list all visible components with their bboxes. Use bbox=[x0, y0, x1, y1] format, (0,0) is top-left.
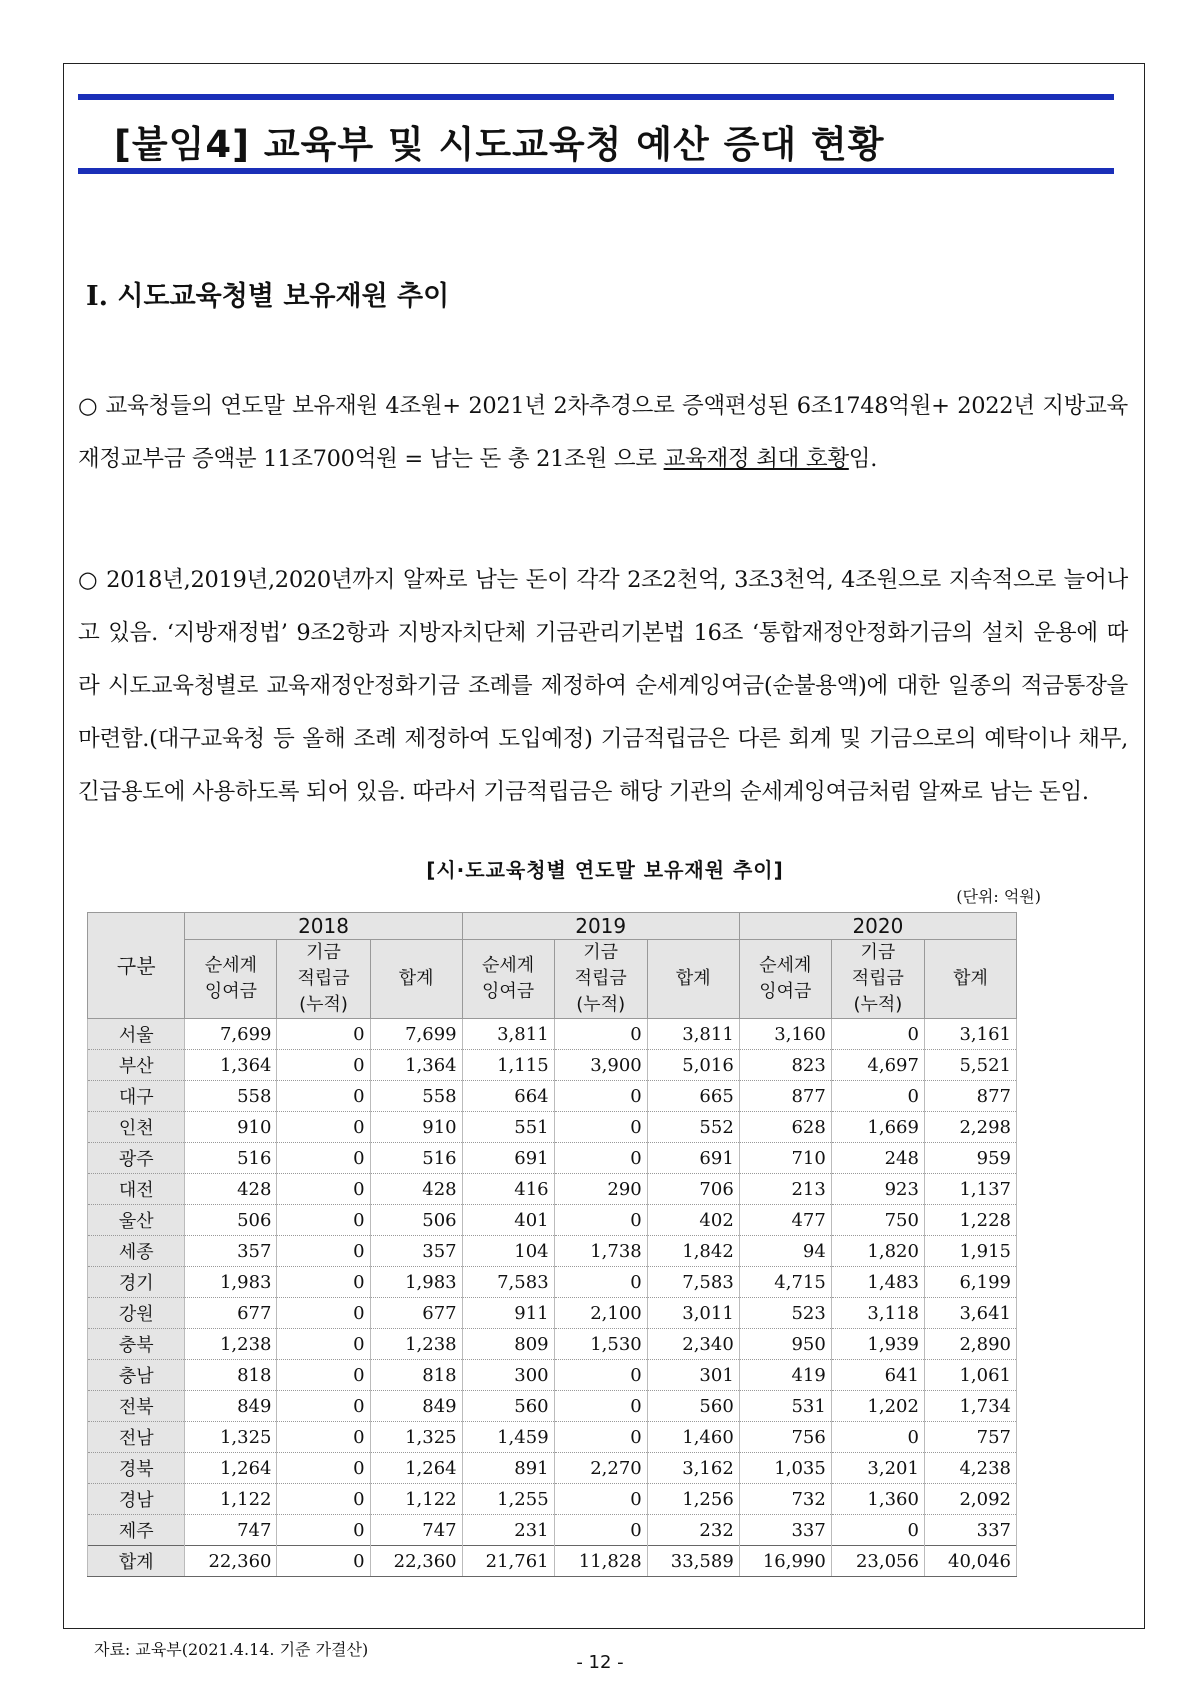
fund-header: 기금 적립금 (누적) bbox=[554, 940, 647, 1019]
value-cell: 691 bbox=[462, 1143, 554, 1174]
value-cell: 818 bbox=[185, 1360, 277, 1391]
table-row bbox=[88, 1391, 1017, 1422]
value-cell: 3,160 bbox=[739, 1019, 831, 1050]
table-row bbox=[88, 1236, 1017, 1267]
value-cell: 0 bbox=[277, 1453, 370, 1484]
value-cell: 3,161 bbox=[924, 1019, 1016, 1050]
value-cell: 7,583 bbox=[647, 1267, 739, 1298]
value-cell: 0 bbox=[277, 1205, 370, 1236]
value-cell: 0 bbox=[554, 1267, 647, 1298]
value-cell: 0 bbox=[277, 1515, 370, 1546]
value-cell: 40,046 bbox=[924, 1546, 1016, 1577]
value-cell: 710 bbox=[739, 1143, 831, 1174]
value-cell: 552 bbox=[647, 1112, 739, 1143]
value-cell: 3,201 bbox=[831, 1453, 924, 1484]
region-cell: 서울 bbox=[88, 1019, 185, 1050]
table-row bbox=[88, 1174, 1017, 1205]
value-cell: 0 bbox=[277, 1174, 370, 1205]
value-cell: 0 bbox=[277, 1019, 370, 1050]
value-cell: 891 bbox=[462, 1453, 554, 1484]
value-cell: 3,011 bbox=[647, 1298, 739, 1329]
value-cell: 1,115 bbox=[462, 1050, 554, 1081]
value-cell: 21,761 bbox=[462, 1546, 554, 1577]
region-cell: 광주 bbox=[88, 1143, 185, 1174]
value-cell: 1,122 bbox=[370, 1484, 462, 1515]
value-cell: 2,340 bbox=[647, 1329, 739, 1360]
value-cell: 0 bbox=[277, 1546, 370, 1577]
value-cell: 0 bbox=[277, 1267, 370, 1298]
value-cell: 0 bbox=[554, 1391, 647, 1422]
value-cell: 0 bbox=[277, 1143, 370, 1174]
value-cell: 531 bbox=[739, 1391, 831, 1422]
value-cell: 959 bbox=[924, 1143, 1016, 1174]
table-row bbox=[88, 1329, 1017, 1360]
value-cell: 7,699 bbox=[185, 1019, 277, 1050]
value-cell: 560 bbox=[647, 1391, 739, 1422]
value-cell: 0 bbox=[277, 1391, 370, 1422]
table-row bbox=[88, 1453, 1017, 1484]
region-cell: 전북 bbox=[88, 1391, 185, 1422]
paragraph-1-end: 임. bbox=[848, 446, 878, 472]
value-cell: 0 bbox=[277, 1050, 370, 1081]
table-row bbox=[88, 1267, 1017, 1298]
value-cell: 628 bbox=[739, 1112, 831, 1143]
value-cell: 213 bbox=[739, 1174, 831, 1205]
value-cell: 1,983 bbox=[185, 1267, 277, 1298]
value-cell: 477 bbox=[739, 1205, 831, 1236]
paragraph-1-underlined: 교육재정 최대 호황 bbox=[663, 446, 849, 472]
table-row bbox=[88, 1205, 1017, 1236]
value-cell: 1,915 bbox=[924, 1236, 1016, 1267]
value-cell: 0 bbox=[277, 1236, 370, 1267]
value-cell: 516 bbox=[370, 1143, 462, 1174]
value-cell: 1,325 bbox=[185, 1422, 277, 1453]
value-cell: 1,939 bbox=[831, 1329, 924, 1360]
reserve-funds-table bbox=[87, 912, 1017, 1577]
region-header: 구분 bbox=[88, 913, 185, 1019]
value-cell: 104 bbox=[462, 1236, 554, 1267]
value-cell: 22,360 bbox=[185, 1546, 277, 1577]
value-cell: 665 bbox=[647, 1081, 739, 1112]
table-row bbox=[88, 1484, 1017, 1515]
value-cell: 4,715 bbox=[739, 1267, 831, 1298]
region-cell: 세종 bbox=[88, 1236, 185, 1267]
value-cell: 516 bbox=[185, 1143, 277, 1174]
year-header-2019: 2019 bbox=[462, 913, 739, 940]
value-cell: 428 bbox=[370, 1174, 462, 1205]
fund-header: 기금 적립금 (누적) bbox=[831, 940, 924, 1019]
region-cell: 전남 bbox=[88, 1422, 185, 1453]
value-cell: 3,162 bbox=[647, 1453, 739, 1484]
value-cell: 747 bbox=[185, 1515, 277, 1546]
value-cell: 0 bbox=[277, 1081, 370, 1112]
value-cell: 2,270 bbox=[554, 1453, 647, 1484]
value-cell: 1,255 bbox=[462, 1484, 554, 1515]
value-cell: 1,842 bbox=[647, 1236, 739, 1267]
value-cell: 416 bbox=[462, 1174, 554, 1205]
value-cell: 911 bbox=[462, 1298, 554, 1329]
value-cell: 706 bbox=[647, 1174, 739, 1205]
value-cell: 0 bbox=[831, 1515, 924, 1546]
value-cell: 664 bbox=[462, 1081, 554, 1112]
value-cell: 1,820 bbox=[831, 1236, 924, 1267]
value-cell: 22,360 bbox=[370, 1546, 462, 1577]
value-cell: 877 bbox=[739, 1081, 831, 1112]
value-cell: 1,738 bbox=[554, 1236, 647, 1267]
value-cell: 677 bbox=[185, 1298, 277, 1329]
region-cell: 경남 bbox=[88, 1484, 185, 1515]
value-cell: 747 bbox=[370, 1515, 462, 1546]
page-frame bbox=[63, 63, 1145, 1659]
region-cell: 제주 bbox=[88, 1515, 185, 1546]
value-cell: 357 bbox=[370, 1236, 462, 1267]
value-cell: 0 bbox=[554, 1081, 647, 1112]
region-cell: 경북 bbox=[88, 1453, 185, 1484]
table-row bbox=[88, 1081, 1017, 1112]
value-cell: 0 bbox=[831, 1081, 924, 1112]
table-row bbox=[88, 1143, 1017, 1174]
table-row bbox=[88, 1515, 1017, 1546]
value-cell: 3,641 bbox=[924, 1298, 1016, 1329]
heading-top-rule bbox=[78, 94, 1114, 100]
value-cell: 1,460 bbox=[647, 1422, 739, 1453]
value-cell: 1,734 bbox=[924, 1391, 1016, 1422]
page-heading: [붙임4] 교육부 및 시도교육청 예산 증대 현황 bbox=[114, 123, 885, 166]
value-cell: 0 bbox=[277, 1422, 370, 1453]
value-cell: 1,256 bbox=[647, 1484, 739, 1515]
region-cell: 충북 bbox=[88, 1329, 185, 1360]
surplus-header: 순세계 잉여금 bbox=[462, 940, 554, 1019]
value-cell: 1,364 bbox=[185, 1050, 277, 1081]
value-cell: 0 bbox=[277, 1484, 370, 1515]
table-row bbox=[88, 1050, 1017, 1081]
value-cell: 757 bbox=[924, 1422, 1016, 1453]
value-cell: 910 bbox=[185, 1112, 277, 1143]
value-cell: 1,238 bbox=[370, 1329, 462, 1360]
value-cell: 5,016 bbox=[647, 1050, 739, 1081]
value-cell: 300 bbox=[462, 1360, 554, 1391]
value-cell: 3,811 bbox=[647, 1019, 739, 1050]
paragraph-1 bbox=[78, 380, 1128, 486]
value-cell: 0 bbox=[554, 1422, 647, 1453]
region-cell: 강원 bbox=[88, 1298, 185, 1329]
value-cell: 2,100 bbox=[554, 1298, 647, 1329]
value-cell: 401 bbox=[462, 1205, 554, 1236]
region-cell: 대구 bbox=[88, 1081, 185, 1112]
value-cell: 0 bbox=[831, 1019, 924, 1050]
value-cell: 1,264 bbox=[370, 1453, 462, 1484]
value-cell: 5,521 bbox=[924, 1050, 1016, 1081]
heading-bottom-rule bbox=[78, 168, 1114, 174]
value-cell: 641 bbox=[831, 1360, 924, 1391]
value-cell: 11,828 bbox=[554, 1546, 647, 1577]
region-cell: 울산 bbox=[88, 1205, 185, 1236]
value-cell: 231 bbox=[462, 1515, 554, 1546]
value-cell: 33,589 bbox=[647, 1546, 739, 1577]
value-cell: 818 bbox=[370, 1360, 462, 1391]
value-cell: 2,298 bbox=[924, 1112, 1016, 1143]
value-cell: 16,990 bbox=[739, 1546, 831, 1577]
value-cell: 7,699 bbox=[370, 1019, 462, 1050]
value-cell: 337 bbox=[924, 1515, 1016, 1546]
value-cell: 0 bbox=[277, 1112, 370, 1143]
value-cell: 910 bbox=[370, 1112, 462, 1143]
value-cell: 6,199 bbox=[924, 1267, 1016, 1298]
value-cell: 823 bbox=[739, 1050, 831, 1081]
value-cell: 849 bbox=[370, 1391, 462, 1422]
region-cell: 인천 bbox=[88, 1112, 185, 1143]
value-cell: 551 bbox=[462, 1112, 554, 1143]
value-cell: 756 bbox=[739, 1422, 831, 1453]
value-cell: 0 bbox=[277, 1360, 370, 1391]
value-cell: 337 bbox=[739, 1515, 831, 1546]
value-cell: 923 bbox=[831, 1174, 924, 1205]
value-cell: 677 bbox=[370, 1298, 462, 1329]
region-cell: 부산 bbox=[88, 1050, 185, 1081]
value-cell: 1,669 bbox=[831, 1112, 924, 1143]
table-row bbox=[88, 1360, 1017, 1391]
value-cell: 809 bbox=[462, 1329, 554, 1360]
value-cell: 0 bbox=[554, 1205, 647, 1236]
value-cell: 3,118 bbox=[831, 1298, 924, 1329]
value-cell: 0 bbox=[277, 1329, 370, 1360]
table-unit: (단위: 억원) bbox=[956, 887, 1041, 906]
value-cell: 1,238 bbox=[185, 1329, 277, 1360]
value-cell: 1,061 bbox=[924, 1360, 1016, 1391]
surplus-header: 순세계 잉여금 bbox=[185, 940, 277, 1019]
value-cell: 1,360 bbox=[831, 1484, 924, 1515]
value-cell: 0 bbox=[554, 1484, 647, 1515]
value-cell: 2,092 bbox=[924, 1484, 1016, 1515]
table-title: [시·도교육청별 연도말 보유재원 추이] bbox=[426, 858, 784, 882]
value-cell: 3,811 bbox=[462, 1019, 554, 1050]
value-cell: 232 bbox=[647, 1515, 739, 1546]
fund-header: 기금 적립금 (누적) bbox=[277, 940, 370, 1019]
value-cell: 1,530 bbox=[554, 1329, 647, 1360]
value-cell: 506 bbox=[185, 1205, 277, 1236]
paragraph-2: ○ 2018년,2019년,2020년까지 알짜로 남는 돈이 각각 2조2천억, 3조3천억, 4조원으로 지속적으로 늘어나고 있음. ‘지방재정법’ 9조2항과 지방자치단체 기금관리기본법 16조 ‘통합재정안정화기금의 설치 운용에 따라 시도교육청별로 교육재정안정화기금 조례를 제정하여 순세계잉여금(순불용액)에 대한 일종의 적금통장을 마련함.(대구교육청 등 올해 조례 제정하여 도입예정) 기금적립금은 다른 회계 및 기금으로의 예탁이나 채무, 긴급용도에 사용하도록 되어 있음. 따라서 기금적립금은 해당 기관의 순세계잉여금처럼 알짜로 남는 돈임. bbox=[78, 567, 1128, 805]
table-row bbox=[88, 1422, 1017, 1453]
value-cell: 7,583 bbox=[462, 1267, 554, 1298]
value-cell: 4,697 bbox=[831, 1050, 924, 1081]
value-cell: 1,325 bbox=[370, 1422, 462, 1453]
value-cell: 1,983 bbox=[370, 1267, 462, 1298]
value-cell: 849 bbox=[185, 1391, 277, 1422]
value-cell: 750 bbox=[831, 1205, 924, 1236]
region-cell: 충남 bbox=[88, 1360, 185, 1391]
value-cell: 1,264 bbox=[185, 1453, 277, 1484]
surplus-header: 순세계 잉여금 bbox=[739, 940, 831, 1019]
section-title: Ⅰ. 시도교육청별 보유재원 추이 bbox=[86, 281, 450, 312]
value-cell: 558 bbox=[370, 1081, 462, 1112]
value-cell: 1,459 bbox=[462, 1422, 554, 1453]
value-cell: 1,122 bbox=[185, 1484, 277, 1515]
value-cell: 301 bbox=[647, 1360, 739, 1391]
table-row bbox=[88, 1112, 1017, 1143]
page-number: - 12 - bbox=[576, 1652, 624, 1673]
value-cell: 1,228 bbox=[924, 1205, 1016, 1236]
value-cell: 1,364 bbox=[370, 1050, 462, 1081]
value-cell: 0 bbox=[277, 1298, 370, 1329]
value-cell: 877 bbox=[924, 1081, 1016, 1112]
value-cell: 0 bbox=[831, 1422, 924, 1453]
value-cell: 4,238 bbox=[924, 1453, 1016, 1484]
region-cell: 합계 bbox=[88, 1546, 185, 1577]
value-cell: 1,202 bbox=[831, 1391, 924, 1422]
value-cell: 94 bbox=[739, 1236, 831, 1267]
total-header: 합계 bbox=[924, 940, 1016, 1019]
value-cell: 248 bbox=[831, 1143, 924, 1174]
value-cell: 0 bbox=[554, 1112, 647, 1143]
value-cell: 0 bbox=[554, 1515, 647, 1546]
table-total-row bbox=[88, 1546, 1017, 1577]
value-cell: 0 bbox=[554, 1360, 647, 1391]
value-cell: 691 bbox=[647, 1143, 739, 1174]
value-cell: 1,483 bbox=[831, 1267, 924, 1298]
value-cell: 558 bbox=[185, 1081, 277, 1112]
value-cell: 523 bbox=[739, 1298, 831, 1329]
value-cell: 560 bbox=[462, 1391, 554, 1422]
value-cell: 1,137 bbox=[924, 1174, 1016, 1205]
table-source: 자료: 교육부(2021.4.14. 기준 가결산) bbox=[94, 1640, 369, 1659]
value-cell: 732 bbox=[739, 1484, 831, 1515]
total-header: 합계 bbox=[647, 940, 739, 1019]
value-cell: 506 bbox=[370, 1205, 462, 1236]
value-cell: 402 bbox=[647, 1205, 739, 1236]
year-header-2018: 2018 bbox=[185, 913, 462, 940]
value-cell: 2,890 bbox=[924, 1329, 1016, 1360]
value-cell: 23,056 bbox=[831, 1546, 924, 1577]
value-cell: 419 bbox=[739, 1360, 831, 1391]
table-row bbox=[88, 1019, 1017, 1050]
value-cell: 0 bbox=[554, 1143, 647, 1174]
value-cell: 3,900 bbox=[554, 1050, 647, 1081]
value-cell: 0 bbox=[554, 1019, 647, 1050]
paragraph-1-text: ○ 교육청들의 연도말 보유재원 4조원+ 2021년 2차추경으로 증액편성된 6조1748억원+ 2022년 지방교육재정교부금 증액분 11조700억원 = 남는 돈 총 21조원 으로 bbox=[78, 393, 1128, 472]
year-header-2020: 2020 bbox=[739, 913, 1016, 940]
value-cell: 950 bbox=[739, 1329, 831, 1360]
table-row bbox=[88, 1298, 1017, 1329]
value-cell: 428 bbox=[185, 1174, 277, 1205]
region-cell: 대전 bbox=[88, 1174, 185, 1205]
value-cell: 357 bbox=[185, 1236, 277, 1267]
value-cell: 290 bbox=[554, 1174, 647, 1205]
total-header: 합계 bbox=[370, 940, 462, 1019]
region-cell: 경기 bbox=[88, 1267, 185, 1298]
value-cell: 1,035 bbox=[739, 1453, 831, 1484]
